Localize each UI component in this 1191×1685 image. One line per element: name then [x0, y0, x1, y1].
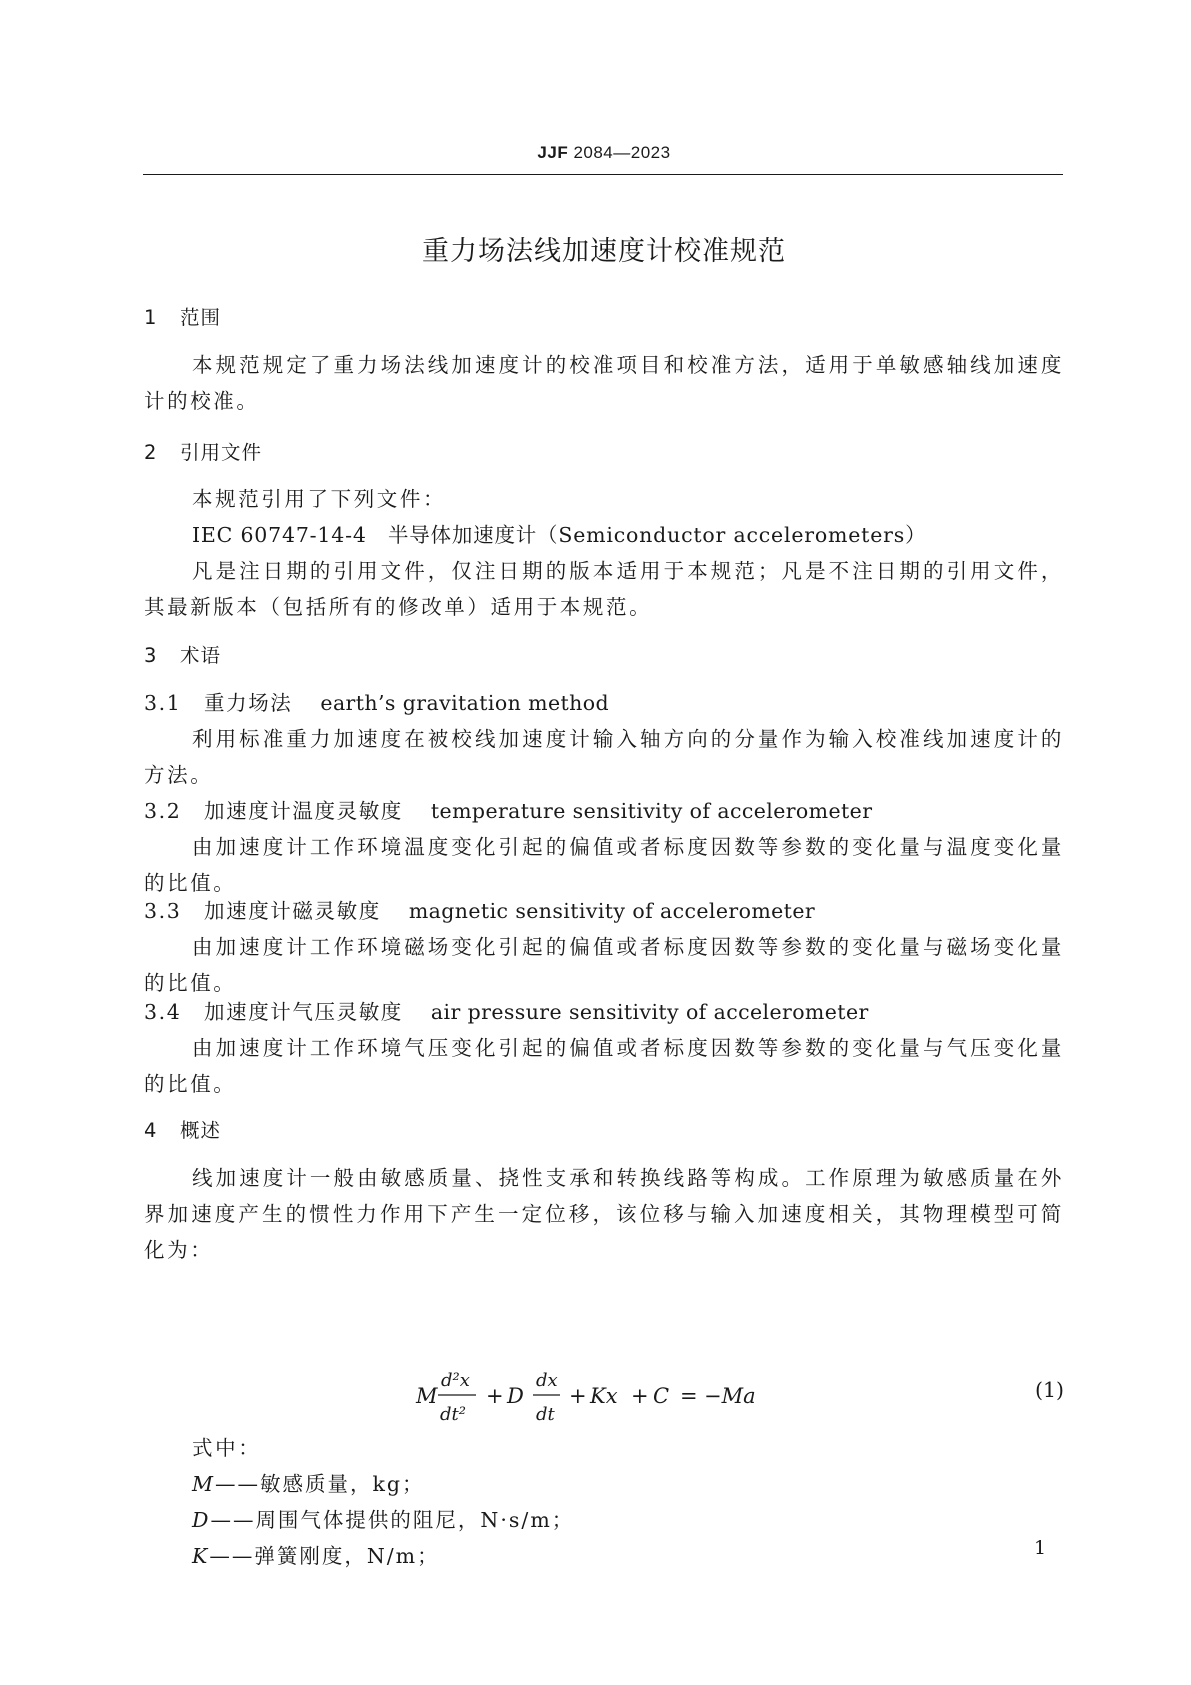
section-title: 概述 — [180, 1119, 222, 1142]
symbol-description: ——敏感质量，kg； — [215, 1472, 425, 1496]
symbol-definition — [192, 1466, 425, 1502]
equation-graphic — [144, 1364, 1064, 1426]
section-title: 范围 — [180, 306, 222, 329]
term-3-2 — [144, 793, 1064, 829]
scope-paragraph: 本规范规定了重力场法线加速度计的校准项目和校准方法，适用于单敏感轴线加速度计的校准。 — [144, 353, 1064, 413]
eq-plus: + — [486, 1384, 504, 1408]
reference-item: IEC 60747-14-4 半导体加速度计（Semiconductor accelerometers） — [192, 523, 927, 547]
where-label: 式中： — [192, 1436, 262, 1460]
eq-rhs: −Ma — [704, 1384, 756, 1408]
term-chinese: 重力场法 — [204, 691, 293, 715]
term-english: temperature sensitivity of accelerometer — [430, 799, 873, 823]
term-english: earth’s gravitation method — [320, 691, 610, 715]
document-title: 重力场法线加速度计校准规范 — [422, 236, 786, 267]
eq-d2x: d²x — [441, 1370, 470, 1391]
section-number: 3 — [144, 644, 158, 667]
term-number: 3.2 — [144, 799, 182, 823]
term-number: 3.3 — [144, 899, 182, 923]
references-intro: 本规范引用了下列文件： — [192, 487, 447, 511]
term-definition: 利用标准重力加速度在被校线加速度计输入轴方向的分量作为输入校准线加速度计的方法。 — [144, 727, 1064, 787]
eq-constant: C — [653, 1384, 670, 1408]
section-title: 引用文件 — [180, 441, 263, 464]
header-rule — [143, 174, 1063, 175]
term-definition: 由加速度计工作环境气压变化引起的偏值或者标度因数等参数的变化量与气压变化量的比值。 — [144, 1036, 1064, 1096]
symbol: D — [192, 1508, 209, 1532]
eq-plus: + — [569, 1384, 587, 1408]
equation-label: (1) — [1034, 1378, 1064, 1402]
equation-1 — [144, 1364, 1064, 1426]
section-number: 4 — [144, 1119, 158, 1142]
section-4-heading — [144, 1115, 221, 1143]
section-2-heading — [144, 437, 262, 465]
eq-dt: dt — [536, 1404, 555, 1425]
eq-dt2: dt² — [440, 1404, 466, 1425]
symbol-definition — [192, 1538, 440, 1574]
term-number: 3.4 — [144, 1000, 182, 1024]
eq-damping: D — [507, 1384, 524, 1408]
symbol-description: ——周围气体提供的阻尼，N·s/m； — [210, 1508, 575, 1532]
eq-dx: dx — [536, 1370, 558, 1391]
section-title: 术语 — [180, 644, 222, 667]
section-1-heading — [144, 302, 221, 330]
standard-code-prefix: JJF — [537, 143, 569, 162]
term-3-1 — [144, 685, 1064, 721]
section-number: 2 — [144, 441, 158, 464]
term-chinese: 加速度计气压灵敏度 — [204, 1000, 403, 1024]
eq-kx: Kx — [590, 1384, 618, 1408]
section-number: 1 — [144, 306, 158, 329]
symbol: M — [192, 1472, 213, 1496]
standard-code-number: 2084—2023 — [573, 143, 671, 162]
eq-equals: = — [680, 1384, 698, 1408]
references-note: 凡是注日期的引用文件，仅注日期的版本适用于本规范；凡是不注日期的引用文件，其最新版本（包括所有的修改单）适用于本规范。 — [144, 559, 1064, 619]
term-chinese: 加速度计磁灵敏度 — [204, 899, 381, 923]
symbol: K — [192, 1544, 208, 1568]
section-3-heading — [144, 640, 221, 668]
term-english: magnetic sensitivity of accelerometer — [408, 899, 816, 923]
term-3-3 — [144, 893, 1064, 929]
overview-paragraph: 线加速度计一般由敏感质量、挠性支承和转换线路等构成。工作原理为敏感质量在外界加速度产生的惯性力作用下产生一定位移，该位移与输入加速度相关，其物理模型可简化为： — [144, 1166, 1064, 1262]
page-number: 1 — [1034, 1537, 1047, 1559]
term-chinese: 加速度计温度灵敏度 — [204, 799, 403, 823]
term-number: 3.1 — [144, 691, 182, 715]
eq-plus: + — [631, 1384, 649, 1408]
eq-mass: M — [416, 1384, 438, 1408]
symbol-description: ——弹簧刚度，N/m； — [209, 1544, 440, 1568]
symbol-definition — [192, 1502, 574, 1538]
term-3-4 — [144, 994, 1064, 1030]
running-header — [144, 143, 1064, 163]
term-definition: 由加速度计工作环境磁场变化引起的偏值或者标度因数等参数的变化量与磁场变化量的比值。 — [144, 935, 1064, 995]
term-definition: 由加速度计工作环境温度变化引起的偏值或者标度因数等参数的变化量与温度变化量的比值。 — [144, 835, 1064, 895]
term-english: air pressure sensitivity of accelerometer — [430, 1000, 869, 1024]
